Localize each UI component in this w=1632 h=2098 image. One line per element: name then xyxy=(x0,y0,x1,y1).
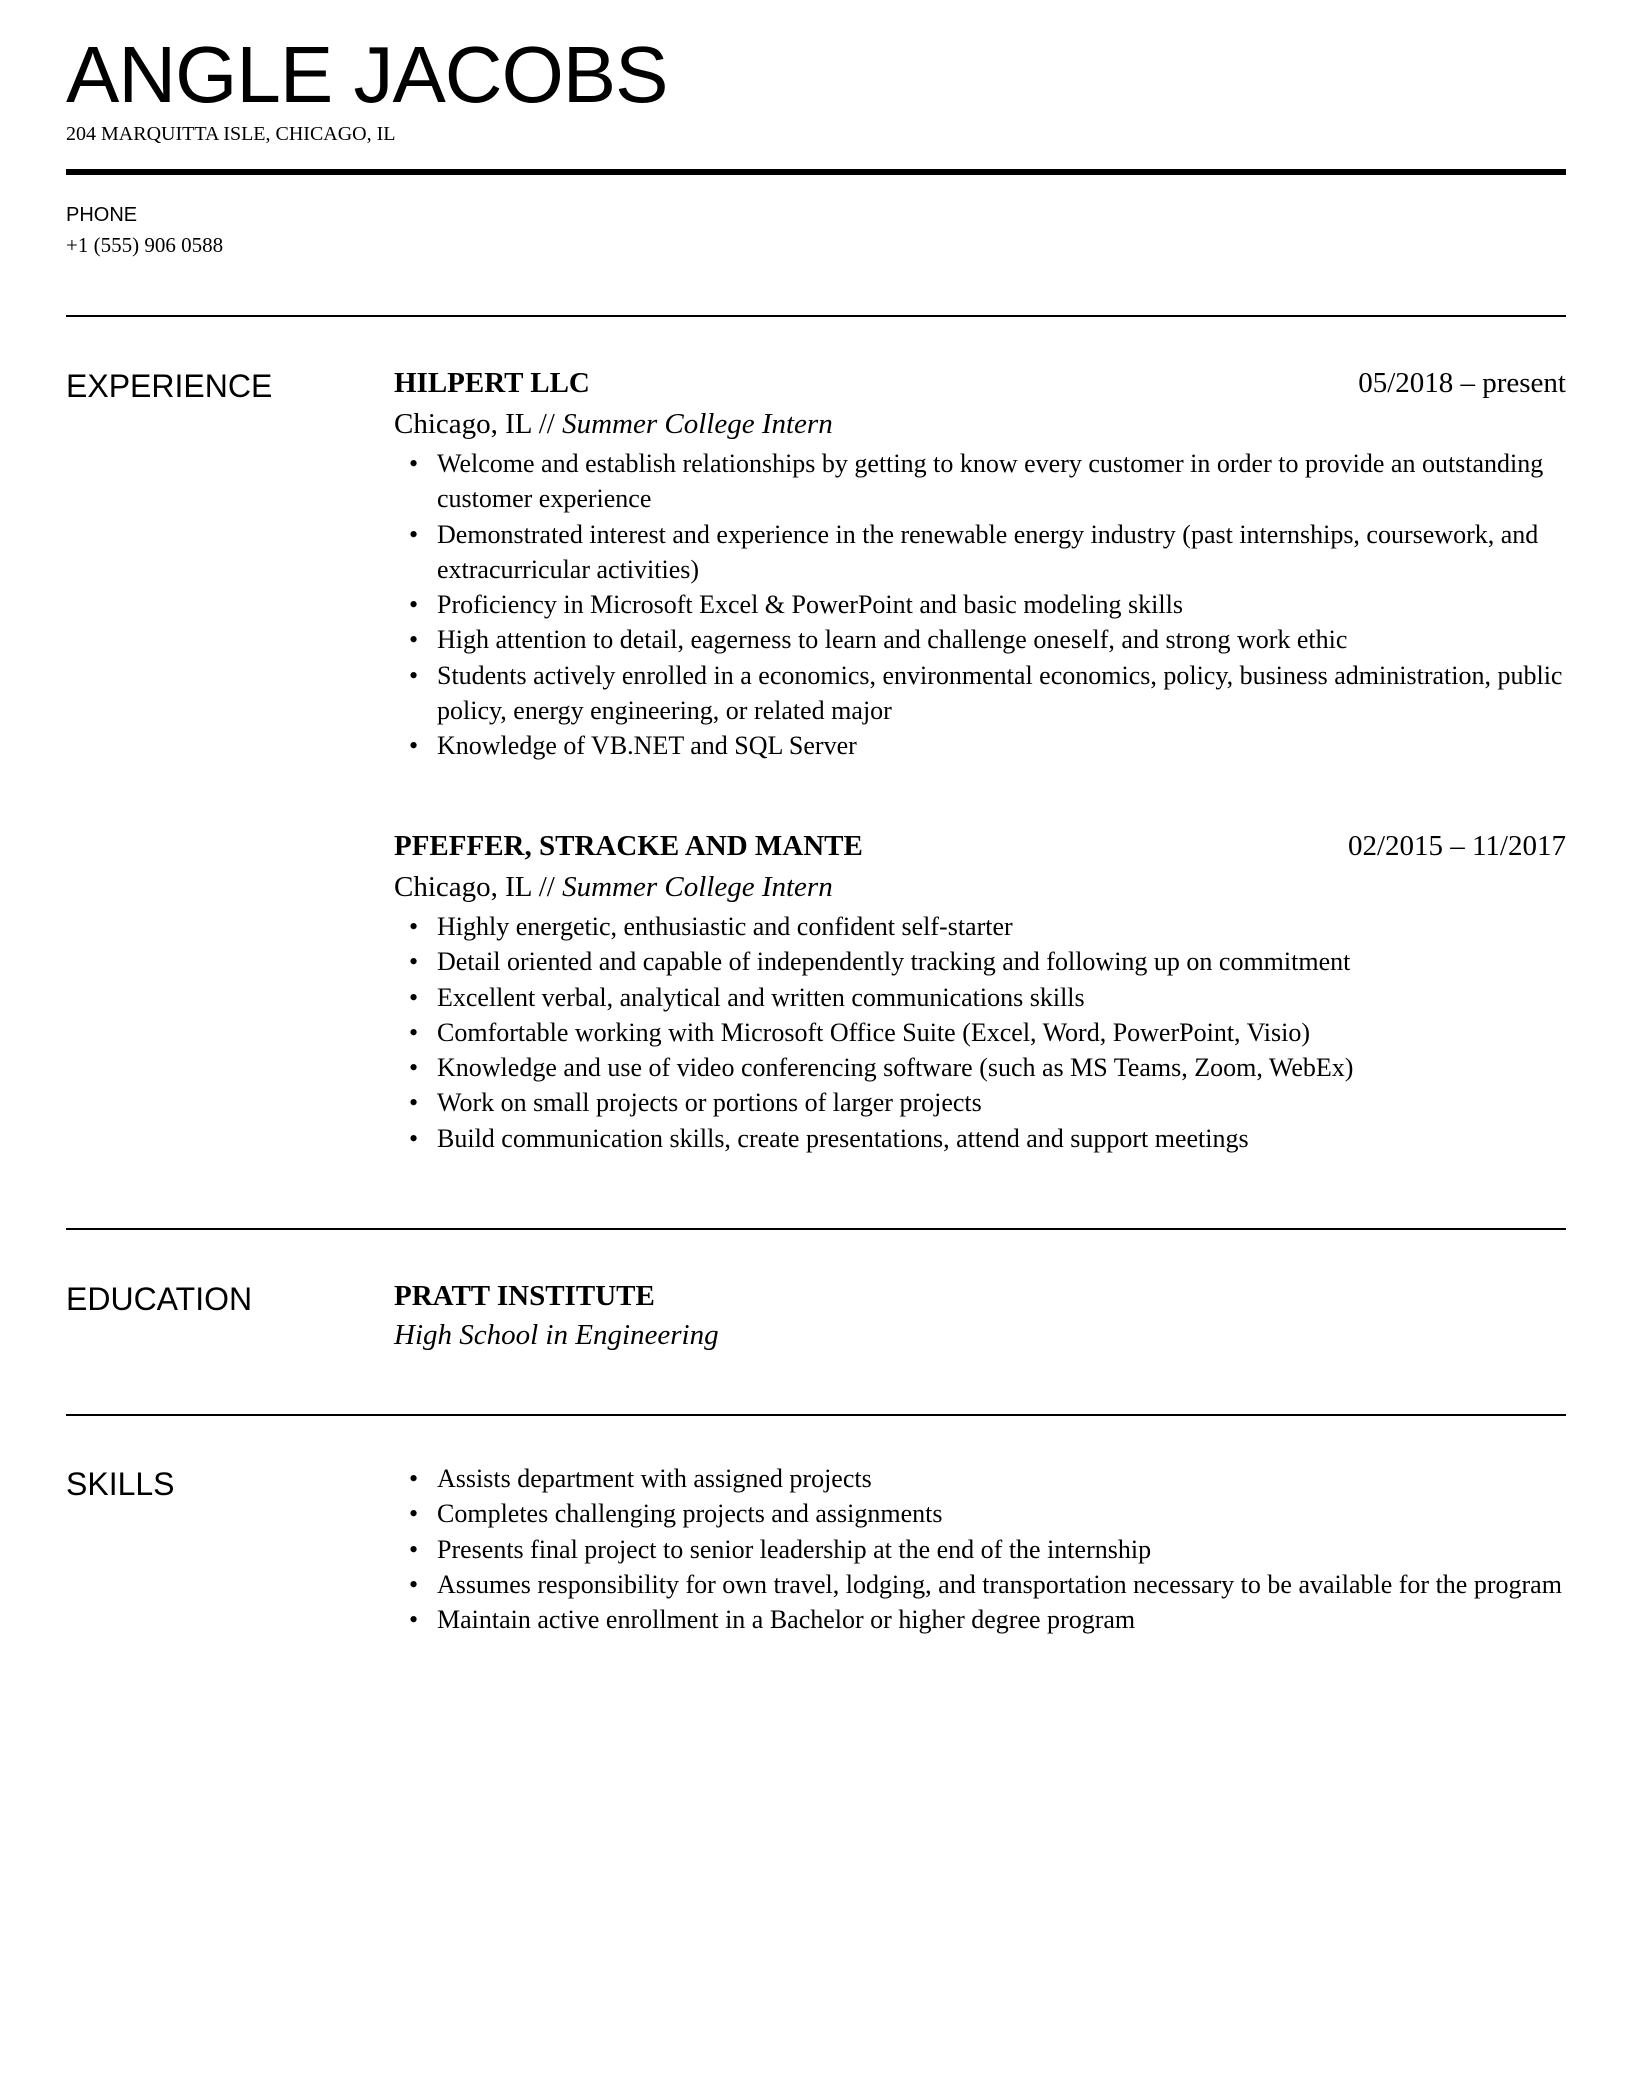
job-entry xyxy=(394,364,1566,764)
bullet-item: • Welcome and establish relationships by getting to know every customer in order to provide an outstanding customer experience xyxy=(394,446,1566,517)
job-entry xyxy=(394,827,1566,1156)
section-divider xyxy=(66,1228,1566,1230)
job-bullets xyxy=(394,909,1566,1156)
bullet-item: • Comfortable working with Microsoft Office Suite (Excel, Word, PowerPoint, Visio) xyxy=(394,1015,1566,1050)
education-entry xyxy=(394,1277,1566,1355)
skill-item: • Assumes responsibility for own travel, lodging, and transportation necessary to be available for the program xyxy=(394,1567,1566,1602)
skill-item: • Assists department with assigned projects xyxy=(394,1461,1566,1496)
education-header xyxy=(394,1277,1566,1315)
school-name: PRATT INSTITUTE xyxy=(394,1280,655,1312)
job-bullets xyxy=(394,446,1566,764)
skills-list-container xyxy=(394,1461,1566,1637)
bullet-item: • Work on small projects or portions of larger projects xyxy=(394,1085,1566,1120)
job-role: Summer College Intern xyxy=(562,871,833,903)
skill-item: • Maintain active enrollment in a Bachelor or higher degree program xyxy=(394,1602,1566,1637)
education-heading: EDUCATION xyxy=(66,1281,253,1317)
job-role: Summer College Intern xyxy=(562,408,833,440)
job-header xyxy=(394,827,1566,865)
bullet-item: • Proficiency in Microsoft Excel & PowerPoint and basic modeling skills xyxy=(394,587,1566,622)
candidate-address: 204 MARQUITTA ISLE, CHICAGO, IL xyxy=(66,123,396,145)
bullet-item: • Demonstrated interest and experience in the renewable energy industry (past internships, coursework, and extracurricular activities) xyxy=(394,517,1566,588)
skill-item: • Completes challenging projects and assignments xyxy=(394,1496,1566,1531)
job-subtitle xyxy=(394,867,1566,907)
bullet-item: • Knowledge of VB.NET and SQL Server xyxy=(394,728,1566,763)
job-dates: 02/2015 – 11/2017 xyxy=(1347,830,1566,862)
company-name: HILPERT LLC xyxy=(394,367,590,399)
subtitle-separator: // xyxy=(538,871,555,903)
bullet-item: • Excellent verbal, analytical and written communications skills xyxy=(394,980,1566,1015)
skills-heading: SKILLS xyxy=(66,1466,175,1502)
section-divider xyxy=(66,1414,1566,1416)
subtitle-separator: // xyxy=(538,408,555,440)
phone-label: PHONE xyxy=(66,204,138,226)
job-dates: 05/2018 – present xyxy=(1358,367,1566,399)
experience-heading: EXPERIENCE xyxy=(66,368,273,404)
bullet-item: • Knowledge and use of video conferencing software (such as MS Teams, Zoom, WebEx) xyxy=(394,1050,1566,1085)
bullet-item: • Build communication skills, create presentations, attend and support meetings xyxy=(394,1121,1566,1156)
bullet-item: • Students actively enrolled in a economics, environmental economics, policy, business administration, public policy, energy engineering, or related major xyxy=(394,658,1566,729)
section-divider xyxy=(66,315,1566,317)
candidate-name: ANGLE JACOBS xyxy=(66,30,668,119)
job-subtitle xyxy=(394,404,1566,444)
job-header xyxy=(394,364,1566,402)
job-location: Chicago, IL xyxy=(394,871,532,903)
phone-number: +1 (555) 906 0588 xyxy=(66,233,224,257)
skills-list xyxy=(394,1461,1566,1637)
bullet-item: • Highly energetic, enthusiastic and confident self-starter xyxy=(394,909,1566,944)
header-divider xyxy=(66,169,1566,175)
company-name: PFEFFER, STRACKE AND MANTE xyxy=(394,830,863,862)
job-location: Chicago, IL xyxy=(394,408,532,440)
degree: High School in Engineering xyxy=(394,1319,719,1351)
bullet-item: • Detail oriented and capable of independently tracking and following up on commitment xyxy=(394,944,1566,979)
skill-item: • Presents final project to senior leadership at the end of the internship xyxy=(394,1532,1566,1567)
bullet-item: • High attention to detail, eagerness to learn and challenge oneself, and strong work ethic xyxy=(394,622,1566,657)
